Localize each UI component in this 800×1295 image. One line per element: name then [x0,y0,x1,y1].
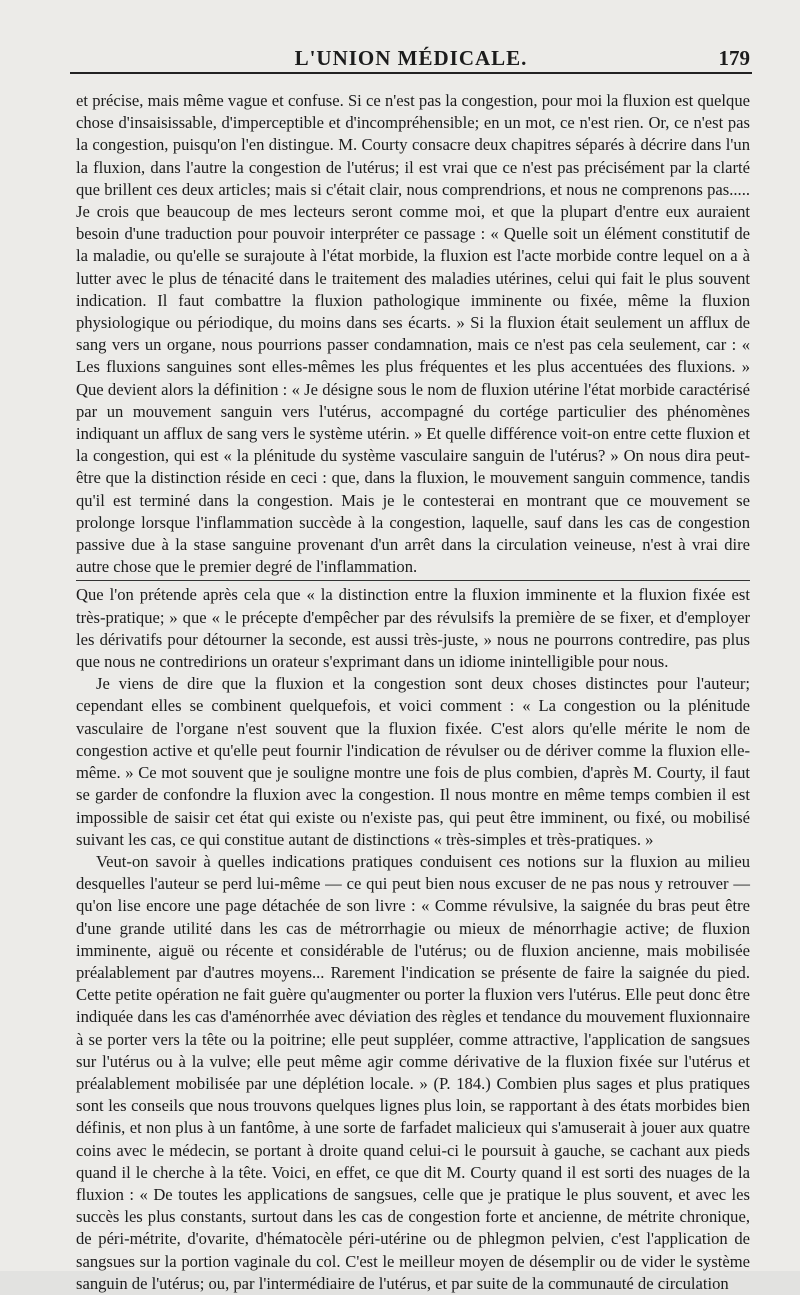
page-number: 179 [718,46,750,70]
paragraph-divider [76,580,750,581]
paragraph-fluxion-definition: et précise, mais même vague et confuse. Si ce n'est pas la congestion, pour moi la fluxion est quelque chose d'insaisissable, d'imperceptible et d'incompréhensible; en un mot, ce n'est rien. Or, ce n'est pas la congestion, puisqu'on l'en distingue. M. Courty consacre deux chapitres séparés à décrire dans l'un la fluxion, dans l'autre la congestion de l'utérus; il est vrai que ce n'est pas précisément par la clarté que brillent ces deux articles; mais si c'était clair, nous comprendrions, et nous ne comprenons pas..... Je crois que beaucoup de mes lecteurs seront comme moi, et que la plupart d'entre eux auraient besoin d'une traduction pour pouvoir interpréter ce passage : « Quelle soit un élément constitutif de la maladie, ou qu'elle se surajoute à l'état morbide, la fluxion est l'acte morbide contre lequel on a à lutter avec le plus de ténacité dans le traitement des maladies utérines, celui qui fait le plus souvent indication. Il faut combattre la fluxion pathologique imminente ou fixée, même la fluxion physiologique ou périodique, du moins dans ses écarts. » Si la fluxion était seulement un afflux de sang vers un organe, nous pourrions passer condamnation, mais ce n'est pas cela seulement, car : « Les fluxions sanguines sont elles-mêmes les plus fréquentes et les plus accentuées des fluxions. » Que devient alors la définition : « Je désigne sous le nom de fluxion utérine l'état morbide caractérisé par un mouvement sanguin vers l'utérus, accompagné du cortége particulier des phénomènes indiquant un afflux de sang vers le système utérin. » Et quelle différence voit-on entre cette fluxion et la congestion, qui est « la plénitude du système vasculaire sanguin de l'utérus? » On nous dira peut-être que la distinction réside en ceci : que, dans la fluxion, le mouvement sanguin commence, tandis qu'il est terminé dans la congestion. Mais je le contesterai en montrant que ce mouvement se prolonge lorsque l'inflammation succède à la congestion, laquelle, sauf dans les cas de congestion passive due à la stase sanguine provenant d'un arrêt dans la circulation veineuse, n'est à vrai dire autre chose que le premier degré de l'inflammation. [76,91,750,577]
page-header [70,40,752,74]
header-rule [70,72,752,74]
article-body [76,90,750,1295]
paragraph-congestion-combination: Je viens de dire que la fluxion et la congestion sont deux choses distinctes pour l'auteur; cependant elles se combinent quelquefois, et voici comment : « La congestion ou la plénitude vasculaire de l'organe n'est souvent que la fluxion fixée. C'est alors qu'elle mérite le nom de congestion active et qu'elle peut fournir l'indication de révulser ou de dériver comme la fluxion elle-même. » Ce mot souvent que je souligne montre une fois de plus combien, d'après M. Courty, il faut se garder de confondre la fluxion avec la congestion. Il nous montre en même temps combien il est impossible de saisir cet état qui existe ou n'existe pas, qui peut être imminent, ou fixé, ou mobilisé suivant les cas, ce qui constitue autant de distinctions « très-simples et très-pratiques. » [76,674,750,849]
paragraph-practical-indications: Veut-on savoir à quelles indications pratiques conduisent ces notions sur la fluxion au milieu desquelles l'auteur se perd lui-même — ce qui peut bien nous excuser de ne pas nous y retrouver — qu'on lise encore une page détachée de son livre : « Comme révulsive, la saignée du bras peut être d'une grande utilité dans les cas de métrorrhagie ou mieux de ménorrhagie active; de fluxion imminente, aiguë ou récente et considérable de l'utérus; ou de fluxion ancienne, mais mobilisée préalablement par d'autres moyens... Rarement l'indication se présente de faire la saignée du pied. Cette petite opération ne fait guère qu'augmenter ou porter la fluxion vers l'utérus. Elle peut donc être indiquée dans les cas d'aménorrhée avec déviation des règles et tendance du mouvement fluxionnaire à se porter vers la tête ou la poitrine; elle peut suppléer, comme attractive, l'application de sangsues sur l'utérus ou à la vulve; elle peut même agir comme dérivative de la fluxion fixée sur l'utérus et préalablement mobilisée par une déplétion locale. » (P. 184.) Combien plus sages et plus pratiques sont les conseils que nous trouvons quelques lignes plus loin, se rapportant à des états morbides bien définis, et non plus à un fantôme, à une sorte de farfadet malicieux qui s'amuserait à jouer aux quatre coins avec le médecin, se portant à droite quand celui-ci le poursuit à gauche, se cachant aux pieds quand il le cherche à la tête. Voici, en effet, ce que dit M. Courty quand il est sorti des nuages de la fluxion : « De toutes les applications de sangsues, celle que je pratique le plus souvent, et avec les succès les plus constants, surtout dans les cas de congestion forte et ancienne, de métrite chronique, de péri-métrite, d'ovarite, d'hématocèle péri-utérine ou de phlegmon pelvien, c'est l'application de sangsues sur la portion vaginale du col. C'est le meilleur moyen de désemplir ou de vider le système sanguin de l'utérus; ou, par l'intermédiaire de l'utérus, et par suite de la communauté de circulation [76,851,750,1293]
paragraph-practical-distinction: Que l'on prétende après cela que « la distinction entre la fluxion imminente et la fluxion fixée est très-pratique; » que « le précepte d'empêcher par des révulsifs la première de se fixer, et d'employer les dérivatifs pour détourner la seconde, est aussi très-juste, » nous ne pourrons contredire, pas plus que nous ne contredirions un orateur s'exprimant dans un idiome inintelligible pour nous. [76,585,750,672]
running-title: L'UNION MÉDICALE. [294,46,528,70]
